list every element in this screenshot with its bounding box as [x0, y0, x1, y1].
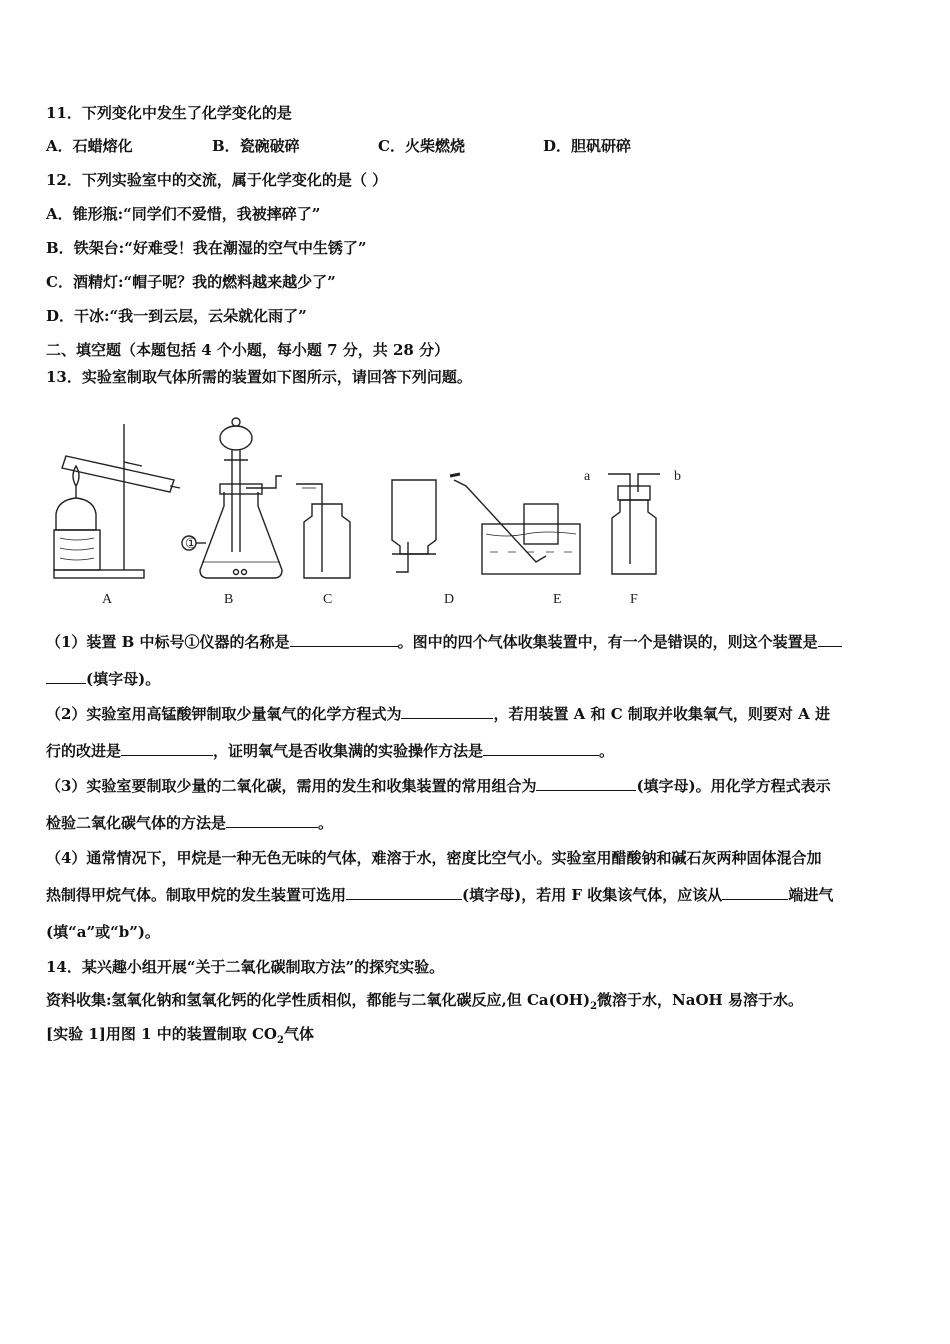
q11-stem: 11．下列变化中发生了化学变化的是 [46, 104, 292, 122]
label-a: A [102, 592, 113, 607]
q12-option-b: B．铁架台:“好难受！我在潮湿的空气中生锈了” [46, 239, 367, 257]
apparatus-a [54, 424, 180, 578]
apparatus-figure [46, 402, 706, 612]
q14-exp1: [实验 1]用图 1 中的装置制取 $CO_2$气体 [46, 1025, 314, 1046]
label-f: F [630, 592, 638, 607]
answer-blank[interactable] [46, 669, 86, 684]
q13-stem: 13．实验室制取气体所需的装置如下图所示，请回答下列问题。 [46, 368, 472, 386]
q12-option-a: A．锥形瓶:“同学们不爱惜，我被摔碎了” [46, 205, 321, 223]
answer-blank[interactable] [121, 741, 213, 756]
q13-part1-line2: (填字母)。 [46, 669, 160, 689]
label-e: E [553, 592, 562, 607]
apparatus-e [450, 474, 580, 574]
q13-part4-line3: (填“a”或“b”)。 [46, 923, 160, 941]
label-port-a: a [584, 469, 591, 484]
q11-option-d: D．胆矾研碎 [543, 137, 632, 155]
q11-option-a: A．石蜡熔化 [46, 137, 133, 155]
q11-option-b: B．瓷碗破碎 [212, 137, 300, 155]
answer-blank[interactable] [226, 813, 318, 828]
q13-part1-line1: （1）装置 B 中标号①仪器的名称是 。图中的四个气体收集装置中，有一个是错误的，则这个装置是 [46, 632, 842, 652]
q14-info: 资料收集:氢氧化钠和氢氧化钙的化学性质相似，都能与二氧化碳反应,但 $Ca(OH)_2$微溶于水，NaOH 易溶于水。 [46, 991, 803, 1012]
label-port-b: b [674, 469, 681, 484]
q12-stem: 12．下列实验室中的交流，属于化学变化的是（ ） [46, 171, 388, 189]
q14-stem: 14．某兴趣小组开展“关于二氧化碳制取方法”的探究实验。 [46, 958, 445, 976]
answer-blank[interactable] [722, 885, 788, 900]
q13-part4-line1: （4）通常情况下，甲烷是一种无色无味的气体，难溶于水，密度比空气小。实验室用醋酸钠和碱石灰两种固体混合加 [46, 849, 822, 867]
answer-blank[interactable] [401, 704, 493, 719]
apparatus-c [296, 484, 350, 578]
label-d: D [444, 592, 455, 607]
answer-blank[interactable] [818, 632, 842, 647]
label-c: C [323, 592, 333, 607]
answer-blank[interactable] [290, 632, 398, 647]
q12-option-d: D．干冰:“我一到云层，云朵就化雨了” [46, 307, 307, 325]
q13-part2-line2: 行的改进是 ，证明氧气是否收集满的实验操作方法是 。 [46, 742, 615, 760]
q12-option-c: C．酒精灯:“帽子呢？我的燃料越来越少了” [46, 273, 336, 291]
q13-part4-line2: 热制得甲烷气体。制取甲烷的发生装置可选用 (填字母)，若用 F 收集该气体，应该从 端进气 [46, 886, 834, 904]
label-b: B [224, 592, 234, 607]
apparatus-f [608, 474, 660, 574]
apparatus-d [392, 480, 436, 572]
q13-part3-line2: 检验二氧化碳气体的方法是 。 [46, 814, 334, 832]
label-circled-1: ① [185, 537, 198, 552]
q11-option-c: C．火柴燃烧 [378, 137, 465, 155]
answer-blank[interactable] [346, 885, 462, 900]
q13-part2-line1: （2）实验室用高锰酸钾制取少量氧气的化学方程式为 ，若用装置 A 和 C 制取并收集氧气，则要对 A 进 [46, 705, 831, 723]
answer-blank[interactable] [483, 741, 599, 756]
apparatus-b [182, 418, 282, 578]
answer-blank[interactable] [536, 776, 636, 791]
q13-part3-line1: （3）实验室要制取少量的二氧化碳，需用的发生和收集装置的常用组合为 (填字母)。用化学方程式表示 [46, 777, 831, 795]
section-heading: 二、填空题（本题包括 4 个小题，每小题 7 分，共 28 分） [46, 341, 450, 359]
